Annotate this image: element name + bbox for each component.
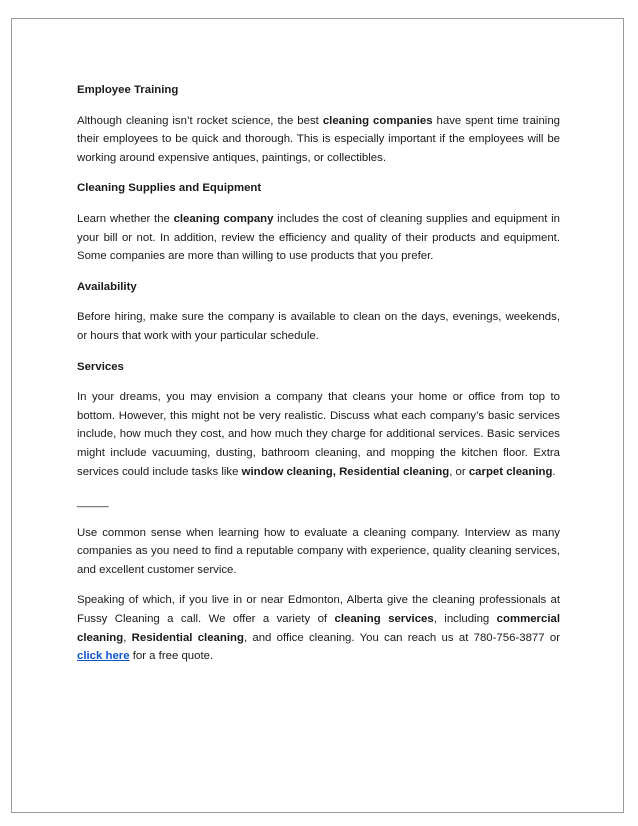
bold-text-cleaning-services: cleaning services — [334, 613, 434, 626]
paragraph-contact — [77, 591, 560, 665]
paragraph-common-sense: Use common sense when learning how to evaluate a cleaning company. Interview as many companies as you need to find a reputable company with experience, quality cleaning services, and excellent customer service. — [77, 526, 560, 576]
heading-availability: Availability — [77, 280, 137, 293]
click-here-link[interactable]: click here — [77, 650, 130, 663]
text-run: , including — [433, 613, 497, 626]
heading-services: Services — [77, 360, 124, 373]
bold-text-cleaning-company: cleaning company — [173, 212, 274, 225]
separator-line: _____ — [77, 496, 109, 509]
bold-text-cleaning-companies: cleaning companies — [322, 114, 433, 127]
text-run: , and office cleaning. You can reach us at 780-756-3877 or — [243, 631, 560, 644]
text-run: Learn whether the — [77, 212, 174, 225]
heading-employee-training: Employee Training — [77, 84, 179, 96]
text-run: Before hiring, make sure the company is available to clean on the days, evenings, weekends, or hours that work with your particular schedule. — [77, 311, 560, 342]
text-run: , — [123, 631, 132, 644]
document-page — [11, 18, 624, 813]
bold-text-window-residential: window cleaning, Residential cleaning — [241, 465, 450, 478]
document-body — [77, 81, 560, 678]
text-run: In your dreams, you may envision a company that cleans your home or office from top to bottom. However, this might not be very realistic. Discuss what each company’s basic services include, how much they cost, and how much they charge for additional services. Basic services might include vacuuming, dusting, bathroom cleaning, and mopping the kitchen floor. Extra services could include tasks like — [77, 391, 560, 478]
paragraph-employee-training — [77, 112, 560, 168]
text-run: Although cleaning isn’t rocket science, the best — [77, 114, 323, 127]
paragraph-services — [77, 388, 560, 481]
text-run: includes the cost of cleaning supplies and equipment in your bill or not. In addition, review the efficiency and quality of their products and equipment. Some companies are more than willing to use products that you prefer. — [77, 212, 560, 263]
text-run: , or — [449, 465, 469, 478]
bold-text-residential-cleaning: Residential cleaning — [131, 631, 244, 644]
bold-text-commercial-cleaning: commercial cleaning — [77, 613, 560, 644]
paragraph-availability — [77, 308, 560, 345]
text-run: have spent time training their employees to be quick and thorough. This is especially important if the employees will be working around expensive antiques, paintings, or collectibles. — [77, 114, 560, 164]
bold-text-carpet-cleaning: carpet cleaning — [468, 465, 553, 478]
heading-cleaning-supplies: Cleaning Supplies and Equipment — [77, 182, 262, 195]
text-run: for a free quote. — [129, 650, 214, 663]
paragraph-cleaning-supplies — [77, 210, 560, 266]
text-run: . — [552, 465, 556, 478]
text-run: Speaking of which, if you live in or near Edmonton, Alberta give the cleaning professionals at Fussy Cleaning a call. We offer a variety of — [77, 594, 560, 626]
